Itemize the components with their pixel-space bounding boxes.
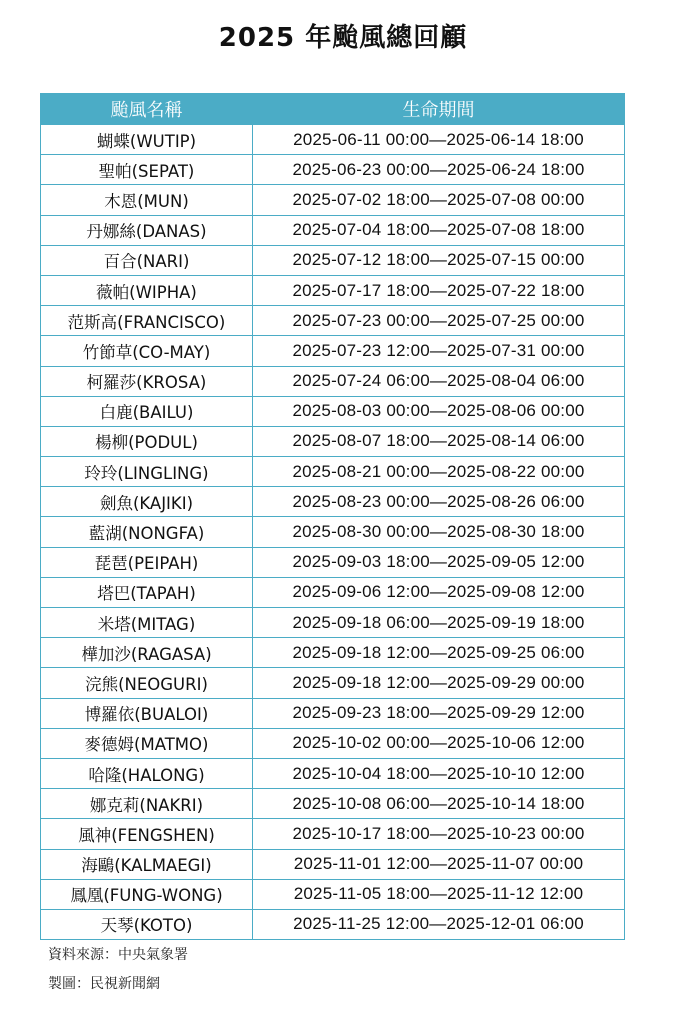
typhoon-name-cell: 范斯高(FRANCISCO) [41,306,253,336]
table-row [41,275,625,305]
lifespan-cell: 2025-07-24 06:00—2025-08-04 06:00 [253,366,625,396]
lifespan-cell: 2025-07-04 18:00—2025-07-08 18:00 [253,215,625,245]
table-row [41,698,625,728]
typhoon-name-cell: 風神(FENGSHEN) [41,819,253,849]
typhoon-name-cell: 白鹿(BAILU) [41,396,253,426]
lifespan-cell: 2025-09-06 12:00—2025-09-08 12:00 [253,577,625,607]
lifespan-cell: 2025-09-18 06:00—2025-09-19 18:00 [253,608,625,638]
lifespan-cell: 2025-09-18 12:00—2025-09-29 00:00 [253,668,625,698]
table-row [41,336,625,366]
lifespan-cell: 2025-08-03 00:00—2025-08-06 00:00 [253,396,625,426]
table-row [41,577,625,607]
table-row [41,487,625,517]
table-row [41,306,625,336]
typhoon-name-cell: 藍湖(NONGFA) [41,517,253,547]
lifespan-cell: 2025-07-23 12:00—2025-07-31 00:00 [253,336,625,366]
lifespan-cell: 2025-08-21 00:00—2025-08-22 00:00 [253,457,625,487]
lifespan-cell: 2025-08-07 18:00—2025-08-14 06:00 [253,426,625,456]
column-header-name: 颱風名稱 [41,94,253,125]
maker-note: 製圖：民視新聞網 [48,976,160,992]
table-row [41,909,625,939]
table-row [41,849,625,879]
table-row [41,668,625,698]
typhoon-name-cell: 哈隆(HALONG) [41,758,253,788]
typhoon-name-cell: 海鷗(KALMAEGI) [41,849,253,879]
lifespan-cell: 2025-10-02 00:00—2025-10-06 12:00 [253,728,625,758]
page-title: 2025 年颱風總回顧 [218,23,468,53]
lifespan-cell: 2025-09-03 18:00—2025-09-05 12:00 [253,547,625,577]
table-row [41,728,625,758]
table-body [41,125,625,940]
table-row [41,185,625,215]
table-row [41,426,625,456]
typhoon-name-cell: 琵琶(PEIPAH) [41,547,253,577]
table-row [41,125,625,155]
typhoon-name-cell: 浣熊(NEOGURI) [41,668,253,698]
typhoon-name-cell: 米塔(MITAG) [41,608,253,638]
lifespan-cell: 2025-07-23 00:00—2025-07-25 00:00 [253,306,625,336]
table-row [41,819,625,849]
typhoon-name-cell: 竹節草(CO-MAY) [41,336,253,366]
column-header-period: 生命期間 [253,94,625,125]
typhoon-name-cell: 楊柳(PODUL) [41,426,253,456]
table-row [41,155,625,185]
lifespan-cell: 2025-09-18 12:00—2025-09-25 06:00 [253,638,625,668]
table-row [41,215,625,245]
table-row [41,396,625,426]
lifespan-cell: 2025-10-17 18:00—2025-10-23 00:00 [253,819,625,849]
table-row [41,608,625,638]
table-header-row [41,94,625,125]
typhoon-name-cell: 蝴蝶(WUTIP) [41,125,253,155]
lifespan-cell: 2025-11-01 12:00—2025-11-07 00:00 [253,849,625,879]
table-row [41,457,625,487]
table-row [41,879,625,909]
lifespan-cell: 2025-10-08 06:00—2025-10-14 18:00 [253,789,625,819]
typhoon-name-cell: 薇帕(WIPHA) [41,275,253,305]
table-row [41,638,625,668]
typhoon-name-cell: 聖帕(SEPAT) [41,155,253,185]
table-row [41,758,625,788]
typhoon-name-cell: 百合(NARI) [41,245,253,275]
table-row [41,789,625,819]
lifespan-cell: 2025-11-25 12:00—2025-12-01 06:00 [253,909,625,939]
lifespan-cell: 2025-07-12 18:00—2025-07-15 00:00 [253,245,625,275]
typhoon-name-cell: 玲玲(LINGLING) [41,457,253,487]
lifespan-cell: 2025-08-30 00:00—2025-08-30 18:00 [253,517,625,547]
table-row [41,517,625,547]
table-row [41,547,625,577]
typhoon-name-cell: 塔巴(TAPAH) [41,577,253,607]
lifespan-cell: 2025-06-11 00:00—2025-06-14 18:00 [253,125,625,155]
typhoon-table [40,93,625,940]
table-header [41,94,625,125]
typhoon-name-cell: 木恩(MUN) [41,185,253,215]
table-row [41,366,625,396]
lifespan-cell: 2025-11-05 18:00—2025-11-12 12:00 [253,879,625,909]
source-note: 資料來源：中央氣象署 [48,947,188,963]
typhoon-name-cell: 麥德姆(MATMO) [41,728,253,758]
typhoon-name-cell: 娜克莉(NAKRI) [41,789,253,819]
lifespan-cell: 2025-08-23 00:00—2025-08-26 06:00 [253,487,625,517]
typhoon-name-cell: 樺加沙(RAGASA) [41,638,253,668]
lifespan-cell: 2025-07-17 18:00—2025-07-22 18:00 [253,275,625,305]
lifespan-cell: 2025-10-04 18:00—2025-10-10 12:00 [253,758,625,788]
typhoon-name-cell: 博羅依(BUALOI) [41,698,253,728]
table-row [41,245,625,275]
typhoon-name-cell: 鳳凰(FUNG-WONG) [41,879,253,909]
typhoon-name-cell: 劍魚(KAJIKI) [41,487,253,517]
lifespan-cell: 2025-09-23 18:00—2025-09-29 12:00 [253,698,625,728]
lifespan-cell: 2025-07-02 18:00—2025-07-08 00:00 [253,185,625,215]
typhoon-name-cell: 天琴(KOTO) [41,909,253,939]
lifespan-cell: 2025-06-23 00:00—2025-06-24 18:00 [253,155,625,185]
typhoon-name-cell: 丹娜絲(DANAS) [41,215,253,245]
typhoon-name-cell: 柯羅莎(KROSA) [41,366,253,396]
